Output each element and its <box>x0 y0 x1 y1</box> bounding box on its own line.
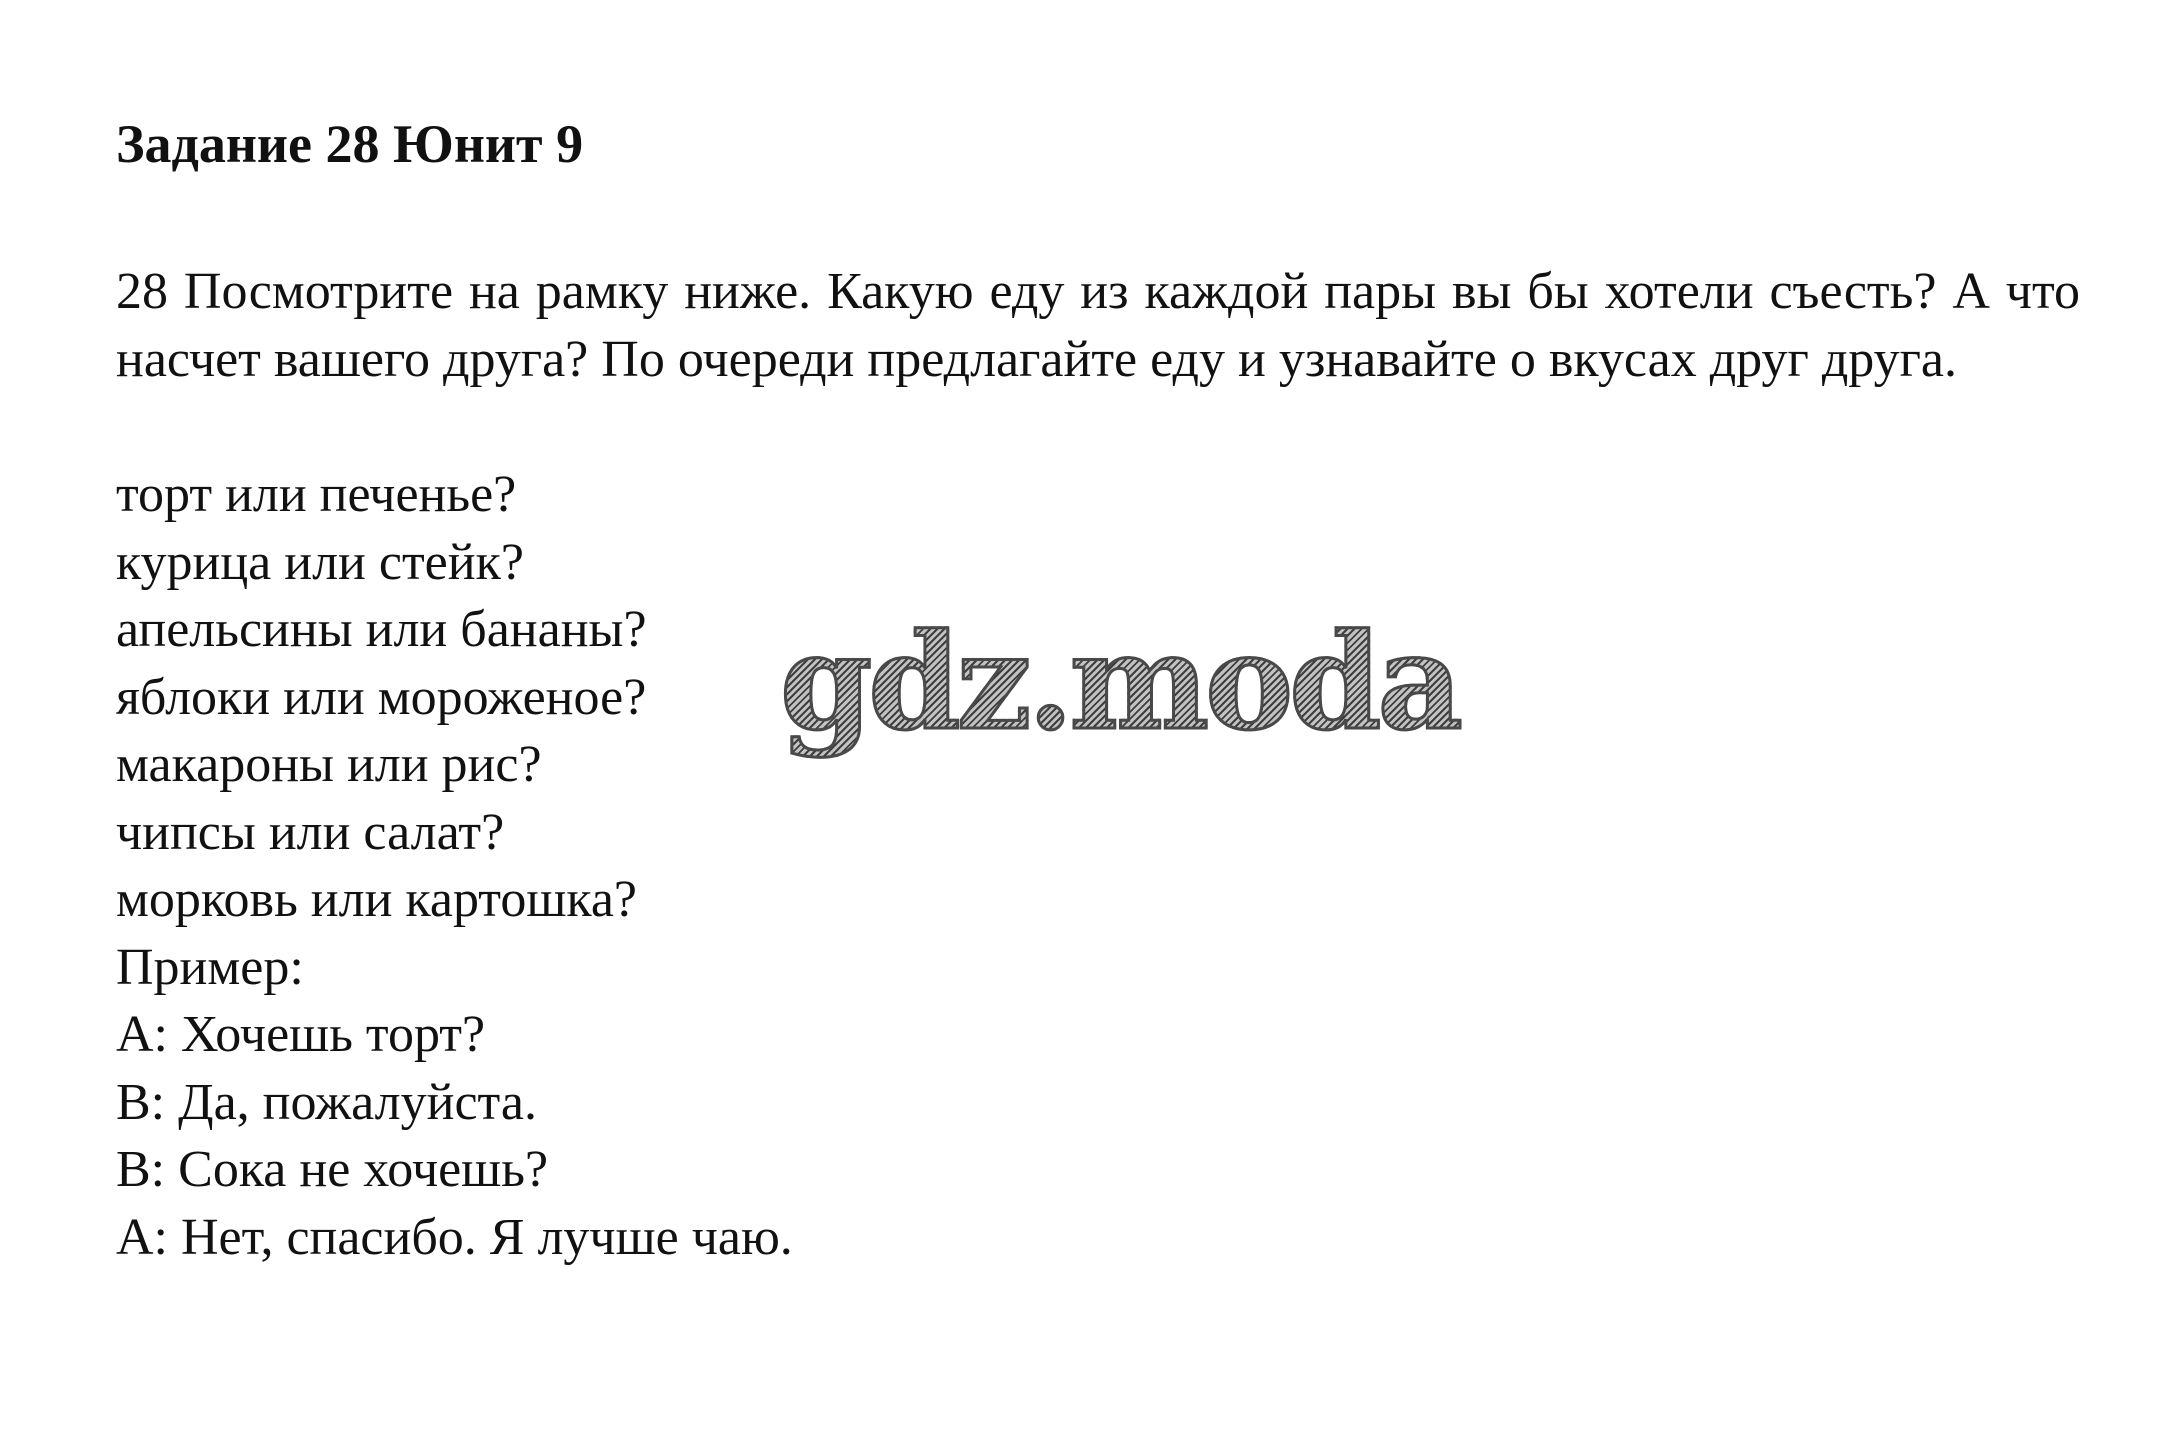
task-instruction: 28 Посмотрите на рамку ниже. Какую еду из каждой пары вы бы хотели съесть? А что насчет вашего друга? По очереди предлагайте еду и узнавайте о вкусах друг друга. <box>116 263 2080 388</box>
page-title: Задание 28 Юнит 9 <box>116 114 584 174</box>
dialogue-line: B: Сока не хочешь? <box>116 1141 549 1198</box>
example-label: Пример: <box>116 938 304 996</box>
food-pair-item: торт или печенье? <box>116 466 517 523</box>
food-pair-item: апельсины или бананы? <box>116 601 647 658</box>
task-lines <box>116 461 793 1271</box>
food-pair-item: яблоки или мороженое? <box>116 668 647 726</box>
food-pair-item: макароны или рис? <box>116 736 542 793</box>
food-pair-item: чипсы или салат? <box>116 803 505 861</box>
site-watermark: gdz.moda <box>780 605 1460 760</box>
food-pair-item: морковь или картошка? <box>116 871 637 928</box>
food-pair-item: курица или стейк? <box>116 533 524 591</box>
dialogue-line: B: Да, пожалуйста. <box>116 1073 537 1131</box>
dialogue-line: A: Нет, спасибо. Я лучше чаю. <box>116 1208 793 1266</box>
dialogue-line: A: Хочешь торт? <box>116 1006 486 1063</box>
